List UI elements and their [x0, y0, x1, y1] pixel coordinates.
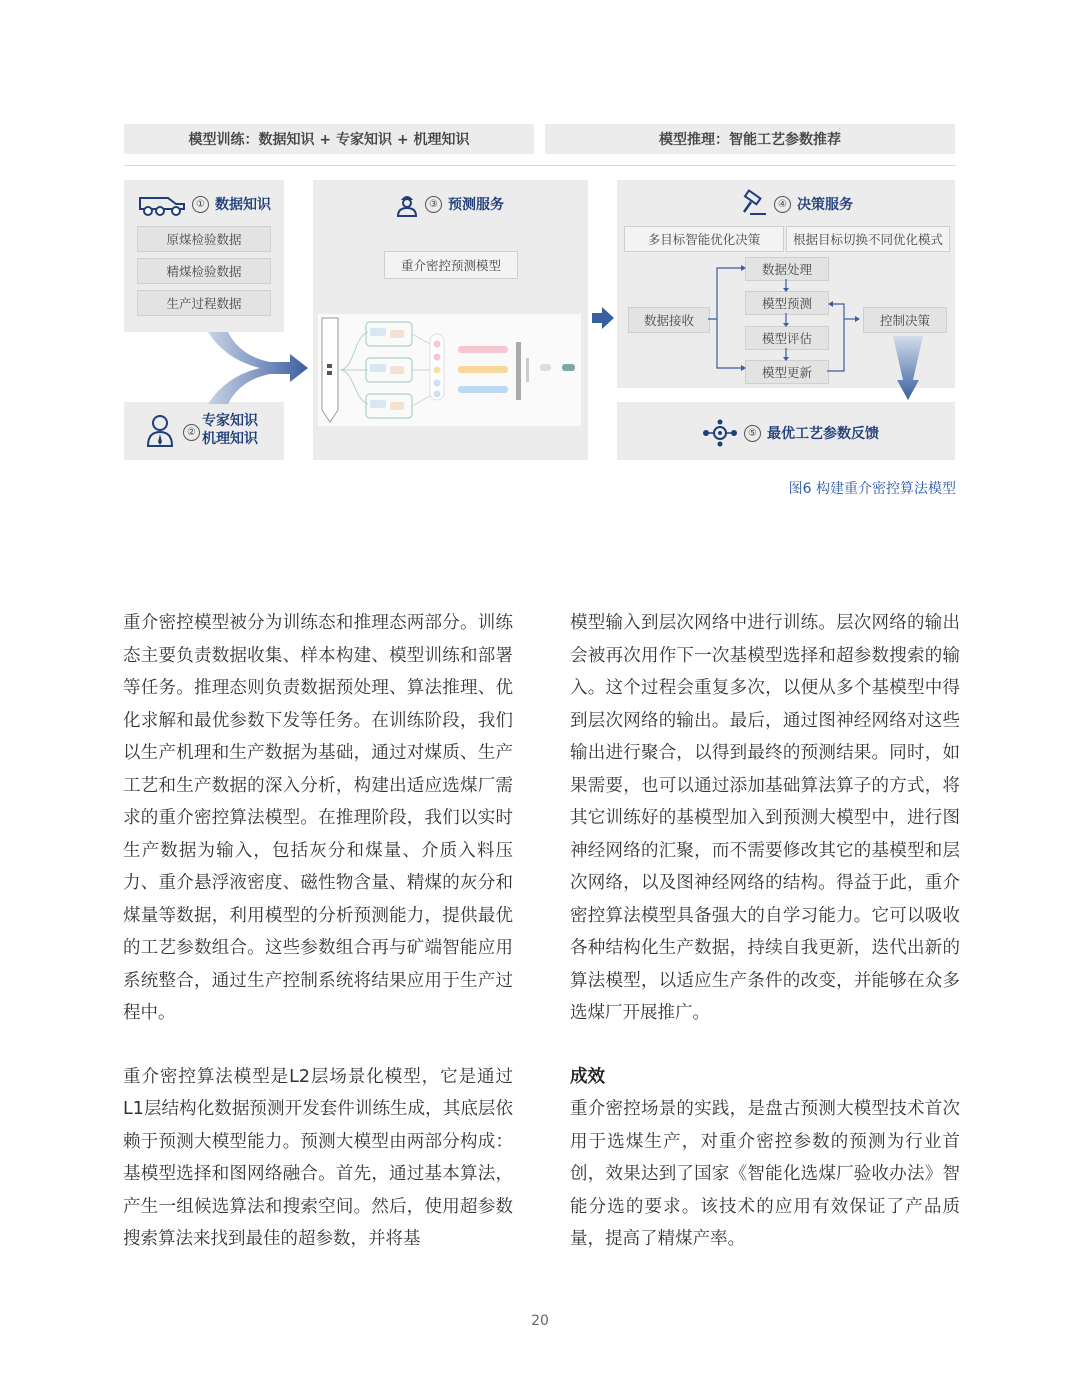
data-processing-step: 数据处理: [745, 257, 829, 281]
flow-arrow: [592, 307, 616, 329]
model-evaluation-step: 模型评估: [745, 326, 829, 350]
step-number: ④: [774, 196, 791, 213]
right-text-column: [570, 607, 960, 1256]
training-header: 模型训练：数据知识 + 专家知识 + 机理知识: [124, 124, 534, 154]
data-receive-step: 数据接收: [628, 307, 710, 333]
mode-switch-label: 根据目标切换不同优化模式: [786, 226, 950, 252]
panel-title-text: 数据知识: [215, 197, 271, 213]
prediction-model-label: 重介密控预测模型: [384, 251, 518, 279]
section-heading: 成效: [570, 1066, 605, 1087]
step-number: ②: [183, 424, 200, 441]
network-diagram: [318, 314, 581, 426]
left-text-column: [123, 607, 513, 1256]
data-item: 生产过程数据: [137, 290, 271, 316]
data-knowledge-title: [138, 192, 271, 216]
paragraph: 重介密控算法模型是L2层场景化模型，它是通过L1层结构化数据预测开发套件训练生成，其底层依赖于预测大模型能力。预测大模型由两部分构成： 基模型选择和图网络融合。首先，通过基本算法，产生一组候选算法和搜索空间。然后，使用超参数搜索算法来找到最佳的超参数，并将基: [123, 1066, 513, 1249]
mining-truck-icon: [138, 192, 186, 216]
panel-title-text: 决策服务: [797, 197, 853, 213]
panel-title-text: 预测服务: [448, 197, 504, 213]
page-number: 20: [531, 1313, 549, 1329]
prediction-service-title: [395, 192, 504, 216]
gear-network-icon: [702, 420, 738, 446]
feedback-title: [702, 420, 879, 446]
inference-header: 模型推理：智能工艺参数推荐: [545, 124, 955, 154]
data-item: 原煤检验数据: [137, 226, 271, 252]
engineer-icon: [395, 192, 419, 216]
model-prediction-step: 模型预测: [745, 291, 829, 315]
model-architecture-diagram: [318, 314, 581, 426]
expert-knowledge-title: [202, 412, 258, 448]
figure-caption: 图6 构建重介密控算法模型: [788, 481, 956, 497]
panel-title-text: 最优工艺参数反馈: [767, 426, 879, 442]
expert-person-icon: [146, 414, 174, 448]
paragraph: 重介密控模型被分为训练态和推理态两部分。训练态主要负责数据收集、样本构建、模型训练和部署等任务。推理态则负责数据预处理、算法推理、优化求解和最优参数下发等任务。在训练阶段，我们以生产机理和生产数据为基础，通过对煤质、生产工艺和生产数据的深入分析，构建出适应选煤厂需求的重介密控算法模型。在推理阶段，我们以实时生产数据为输入，包括灰分和煤量、介质入料压力、重介悬浮液密度、磁性物含量、精煤的灰分和煤量等数据，利用模型的分析预测能力，提供最优的工艺参数组合。这些参数组合再与矿端智能应用系统整合，通过生产控制系统将结果应用于生产过程中。: [123, 613, 513, 1023]
model-update-step: 模型更新: [745, 360, 829, 384]
header-divider: [124, 165, 956, 166]
data-item: 精煤检验数据: [137, 258, 271, 284]
merge-arrow: [200, 332, 312, 404]
step-number: ③: [425, 196, 442, 213]
title-line: 机理知识: [202, 431, 258, 447]
step-number: ⑤: [744, 425, 761, 442]
paragraph: 模型输入到层次网络中进行训练。层次网络的输出会被再次用作下一次基模型选择和超参数搜索的输入。这个过程会重复多次，以便从多个基模型中得到层次网络的输出。最后，通过图神经网络对这些输出进行聚合，以得到最终的预测结果。同时，如果需要，也可以通过添加基础算法算子的方式，将其它训练好的基模型加入到预测大模型中，进行图神经网络的汇聚，而不需要修改其它的基模型和层次网络，以及图神经网络的结构。得益于此，重介密控算法模型具备强大的自学习能力。它可以吸收各种结构化生产数据，持续自我更新，迭代出新的算法模型，以适应生产条件的改变，并能够在众多选煤厂开展推广。: [570, 613, 960, 1023]
optimization-decision-label: 多目标智能优化决策: [624, 226, 784, 252]
step-number: ①: [192, 196, 209, 213]
title-line: 专家知识: [202, 413, 258, 429]
control-decision-step: 控制决策: [863, 307, 947, 333]
paragraph: 重介密控场景的实践，是盘古预测大模型技术首次用于选煤生产，对重介密控参数的预测为行业首创，效果达到了国家《智能化选煤厂验收办法》智能分选的要求。该技术的应用有效保证了产品质量，提高了精煤产率。: [570, 1099, 960, 1249]
down-arrow: [893, 336, 923, 402]
